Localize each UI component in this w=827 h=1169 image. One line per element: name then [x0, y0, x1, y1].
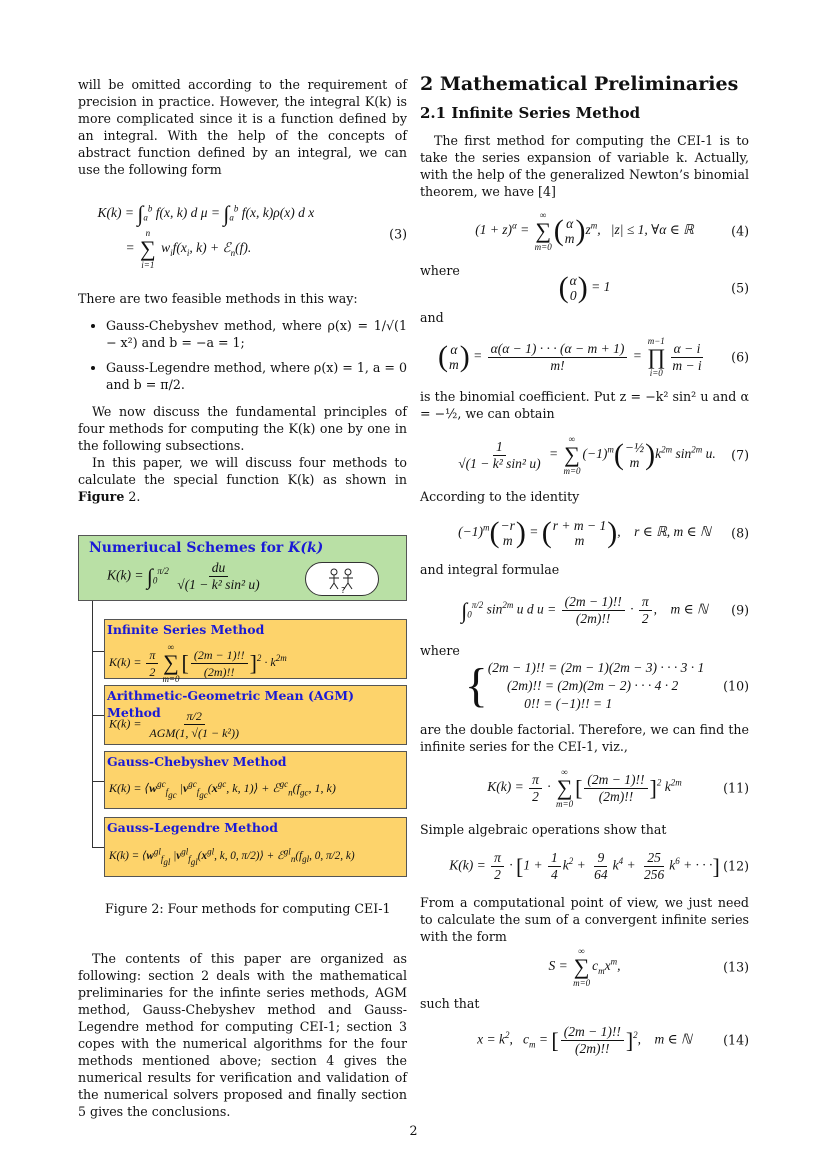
equation-number: (6): [731, 349, 749, 365]
equation-number: (10): [723, 678, 749, 694]
equation-number: (3): [389, 226, 407, 242]
integral-text: and integral formulae: [420, 562, 560, 577]
method-title: Arithmetic-Geometric Mean (AGM) Method: [107, 688, 354, 720]
method-formula: K(k) = $\frac{\pi/2}{\text{AGM(1, √(1 − k²))}}$: [109, 709, 240, 740]
list-item: • Gauss-Chebyshev method, where ρ(x) = 1/√(1 − x²) and b = −a = 1;: [106, 317, 407, 351]
method-box-infinite-series: [104, 619, 407, 684]
equation-12: K(k) = $\frac{\pi}{2}$ · [1 + $\frac{1}{4}$ $k^2$ + $\frac{9}{64}$ $k^4$ + $\frac{25}{256}$ $k^6$ + · · ·] (12): [449, 849, 749, 882]
method-title: Gauss-Chebyshev Method: [107, 754, 287, 769]
section-title: 2 Mathematical Preliminaries: [420, 73, 739, 95]
schemes-header-box: [78, 535, 407, 601]
method-box-gauss-legendre: [104, 817, 407, 877]
equation-13: S = ∞ ∑ m=0 $c_mx^m$, (13): [548, 946, 749, 988]
paragraph: The first method for computing the CEI-1 is to take the series expansion of variable k. Actually, with the help of the generalized Newton’s binomial theorem, we have [4]: [420, 133, 749, 199]
method-box-gauss-chebyshev: [104, 751, 407, 809]
left-column: [78, 76, 407, 1120]
contents-paragraph: The contents of this paper are organized as following: section 2 deals with the mathematical preliminaries for the infinte series methods, AGM method, Gauss-Chebyshev method and Gauss-Legendre method for computing CEI-1; section 3 copes with the numerical algorithms for the four methods mentioned above; section 4 gives the numerical results for verification and validation of the numerical solvers proposed and finally section 5 gives the conclusions.: [78, 951, 407, 1119]
equation-6: ( α m ) = $\frac{\alpha(\alpha - 1) \cdot \cdot \cdot (\alpha - m + 1)}{m!}$ = m−1 ∏ i=0 $\frac{\alpha - i}{m - i}$ (6): [438, 336, 749, 378]
equation-11: K(k) = $\frac{\pi}{2}$ · ∞ ∑ m=0 [ $\frac{(2m - 1)!!}{(2m)!!}$ ]$^2$ $k^{2m}$ (11): [487, 767, 749, 809]
double-factorial-text: are the double factorial. Therefore, we can find the infinite series for the CEI-1, viz.,: [420, 722, 749, 754]
such-that-text: such that: [420, 996, 480, 1011]
discuss-paragraph: We now discuss the fundamental principles of four methods for computing the K(k) one by one in the following subsections.: [78, 404, 407, 453]
equation-number: (13): [723, 959, 749, 975]
tree-connector: [92, 651, 104, 652]
equation-14: $x = k^2$, $c_m$ = [ $\frac{(2m - 1)!!}{(2m)!!}$ ]$^2$, m ∈ ℕ (14): [477, 1023, 749, 1056]
equation-9: $\int_0^{\pi/2}$ $\sin^{2m} u$ d u = $\frac{(2m - 1)!!}{(2m)!!}$ · $\frac{\pi}{2}$ , m ∈ ℕ (9): [461, 593, 749, 626]
tree-connector: [92, 847, 104, 848]
list-item: • Gauss-Legendre method, where ρ(x) = 1, a = 0 and b = π/2.: [106, 359, 407, 393]
identity-text: According to the identity: [420, 489, 580, 504]
method-title: Gauss-Legendre Method: [107, 820, 279, 835]
tree-connector: [92, 781, 104, 782]
equation-number: (7): [731, 447, 749, 463]
two-methods-text: There are two feasible methods in this way:: [78, 291, 358, 306]
methods-list: [78, 317, 407, 393]
method-box-agm: [104, 685, 407, 745]
algebra-text: Simple algebraic operations show that: [420, 822, 667, 837]
tree-connector: [92, 715, 104, 716]
figure-caption: Figure 2: Four methods for computing CEI-1: [105, 901, 391, 916]
thinking-cloud-icon: [305, 562, 379, 596]
paper-paragraph: In this paper, we will discuss four methods to calculate the special function K(k) as shown in Figure 2.: [78, 455, 407, 504]
k-definition: $K(k) = \int_0^{\pi/2}$ $\frac{du}{\text{√(1 − k² sin² u)}}$: [107, 560, 260, 592]
right-column: [420, 73, 749, 1068]
method-formula: K(k) = $\frac{\pi}{2}$ ∞ ∑ m=0 [ $\frac{(2m - 1)!!}{(2m)!!}$ ]$^2 \cdot k^{2m}$: [109, 642, 287, 684]
and-text: and: [420, 310, 444, 325]
method-formula: $K(k) = ⟨w^{gc}_{f_{gc}}$ $|v^{gc}_{f_{gc}}(x^{gc}$, k, 1)⟩ + $ℰ^{gc}_n(f_{gc}$, 1, k): [109, 779, 336, 801]
equation-number: (4): [731, 223, 749, 239]
tree-line: [92, 601, 93, 848]
computational-text: From a computational point of view, we just need to calculate the sum of a convergent infinite series with the form: [420, 895, 749, 944]
subsection-title: 2.1 Infinite Series Method: [420, 104, 641, 122]
page-number: 2: [409, 1123, 418, 1138]
equation-7: $\frac{1}{\text{√(1 − k² sin² u)}}$ = ∞ ∑ m=0 $(-1)^m$ ( −½ m ) $k^{2m}$ $\sin^{2m} u$. (7): [458, 434, 749, 476]
figure-2: [78, 535, 407, 880]
equation-10: { (2m − 1)!! = (2m − 1)(2m − 3) · · · 3 · 1 (2m)!! = (2m)(2m − 2) · · · 4 · 2 0!! = (−1)!! = 1 (10): [464, 659, 749, 712]
equation-number: (14): [723, 1032, 749, 1048]
equation-number: (8): [731, 525, 749, 541]
intro-paragraph: will be omitted according to the requirement of precision in practice. However, the integral K(k) is more complicated since it is a function defined by an integral. With the help of the concepts of abstract function defined by an integral, we can use the following form: [78, 77, 407, 177]
equation-number: (12): [723, 858, 749, 874]
equation-number: (5): [731, 280, 749, 296]
where-text: where: [420, 263, 460, 278]
equation-5: ( α 0 ) = 1 (5): [558, 271, 749, 304]
schemes-title: Numeriucal Schemes for K(k): [89, 540, 324, 556]
equation-4: $(1 + z)^\alpha$ = ∞ ∑ m=0 ( α m ) $z^m$, |z| ≤ 1, ∀α ∈ ℝ (4): [475, 210, 749, 252]
equation-3: $K(k) = \int_a^b$ f(x, k) d $\mu = \int_a^b$ f(x, k)ρ(x) d x = n ∑ i=1 $w_if(x_i$, k) + ℰ$_n$(f). (3): [97, 200, 407, 271]
where-text: where: [420, 643, 460, 658]
method-formula: $K(k) = ⟨w^{gl}_{f_{gl}}$ $|v^{gl}_{f_{gl}}(x^{gl}$, k, 0, π/2)⟩ + $ℰ^{gl}_n(f_{gl}$, 0, π/2, k): [109, 846, 355, 868]
equation-8: $(-1)^m$ ( −r m ) = ( r + m − 1 m ) , r ∈ ℝ, m ∈ ℕ (8): [458, 516, 749, 549]
binomial-text: is the binomial coefficient. Put z = −k² sin² u and α = −½, we can obtain: [420, 389, 749, 421]
equation-number: (11): [723, 780, 749, 796]
method-title: Infinite Series Method: [107, 622, 265, 637]
equation-number: (9): [731, 602, 749, 618]
svg-text:?: ?: [341, 586, 346, 595]
